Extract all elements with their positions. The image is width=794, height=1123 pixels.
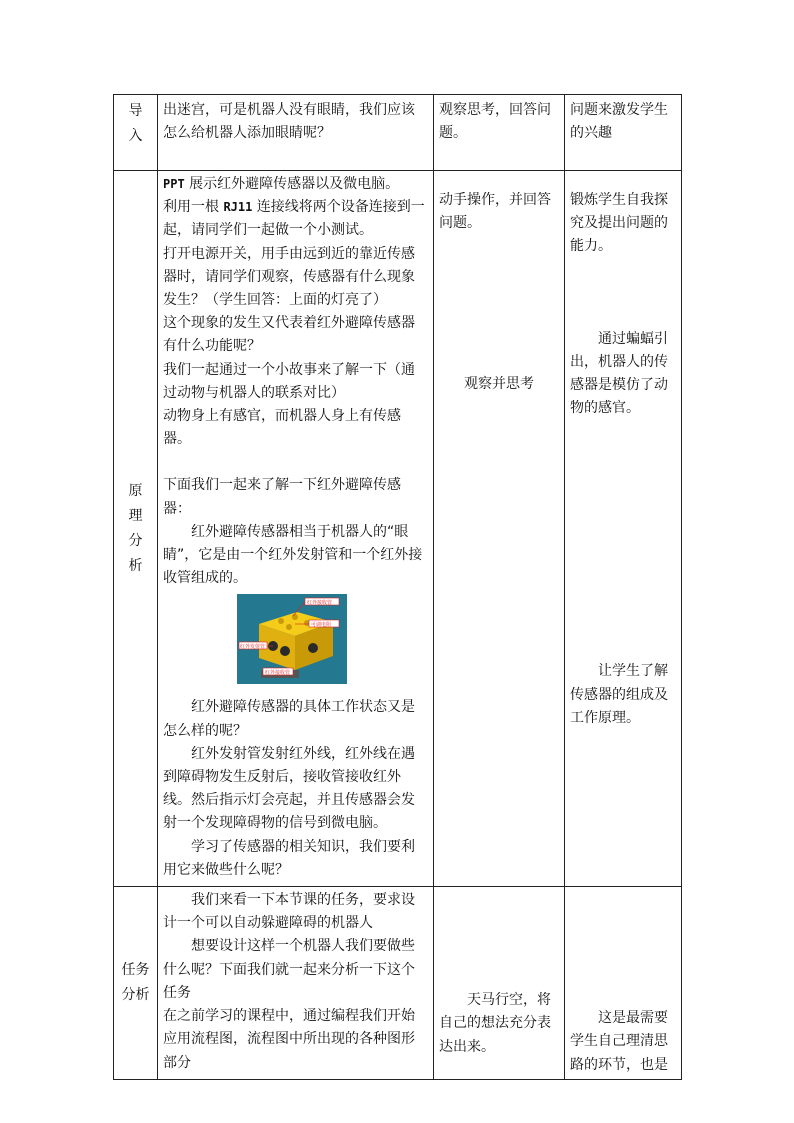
student-activity-text: 动手操作，并回答问题。 — [439, 192, 551, 232]
student-activity-cell — [434, 95, 565, 171]
content-text: 想要设计这样一个机器人我们要做些什么呢？下面我们就一起来分析一下这个任务 — [163, 938, 415, 1001]
design-intent-text: 这是最需要学生自己理清思路的环节，也是 — [570, 1010, 668, 1073]
stage-label: 任务分析 — [121, 961, 150, 1003]
figure-label: 红外接收管 — [307, 600, 333, 607]
figure-label: 红外发射管 — [240, 644, 266, 651]
student-activity-text: 观察思考，回答问题。 — [439, 102, 551, 142]
content-text: 红外避障传感器相当于机器人的“眼睛”，它是由一个红外发射管和一个红外接收管组成的。 — [163, 523, 423, 587]
student-activity-cell — [434, 171, 565, 887]
lesson-plan-table — [113, 94, 682, 1080]
content-text: 红外避障传感器的具体工作状态又是怎么样的呢？ — [163, 699, 415, 739]
table-row — [114, 171, 682, 887]
blank-space — [570, 420, 676, 660]
student-activity-cell — [434, 887, 565, 1080]
rj11-label: RJ11 — [223, 200, 253, 215]
content-text: 打开电源开关，用手由远到近的靠近传感器时，请同学们观察，传感器有什么现象发生？（学生回答：上面的灯亮了） — [163, 245, 415, 309]
student-activity-text: 天马行空，将自己的想法充分表达出来。 — [439, 992, 551, 1055]
stage-cell — [114, 95, 158, 171]
student-activity-text: 观察并思考 — [464, 376, 534, 393]
content-text: 红外发射管发射红外线，红外线在遇到障碍物发生反射后，接收管接收红外线。然后指示灯会亮起，并且传感器会发射一个发现障碍物的信号到微电脑。 — [163, 745, 415, 832]
stage-label: 原理分析 — [128, 482, 143, 574]
design-intent-text: 让学生了解传感器的组成及工作原理。 — [570, 663, 668, 726]
stage-cell — [114, 171, 158, 887]
content-text: 这个现象的发生又代表着红外避障传感器有什么功能呢？ — [163, 315, 415, 355]
content-cell — [158, 887, 434, 1080]
content-text-part: 连接线将两个设备连接到一起，请同学们一起做一个小测试。 — [163, 199, 425, 239]
content-text — [163, 196, 428, 242]
content-text: 动物身上有感官，而机器人身上有传感器。 — [163, 408, 401, 448]
stage-cell — [114, 887, 158, 1080]
content-text-part: 利用一根 — [163, 199, 224, 216]
table-row — [114, 887, 682, 1080]
stage-label: 导入 — [128, 103, 143, 144]
table-row — [114, 95, 682, 171]
design-intent-text: 问题来激发学生的兴趣 — [570, 102, 668, 142]
blank-space — [439, 235, 559, 373]
content-text: 下面我们一起来了解一下红外避障传感器： — [163, 477, 401, 517]
design-intent-cell — [565, 95, 682, 171]
design-intent-text: 锻炼学生自我探究及提出问题的能力。 — [570, 192, 668, 255]
figure-label: 红外接收管 — [265, 670, 291, 677]
sensor-illustration — [237, 594, 347, 684]
design-intent-text: 通过蝙蝠引出，机器人的传感器是模仿了动物的感官。 — [570, 330, 668, 417]
content-cell — [158, 171, 434, 887]
content-text: 出迷宫，可是机器人没有眼睛，我们应该怎么给机器人添加眼睛呢？ — [163, 102, 415, 142]
content-text — [163, 173, 428, 196]
blank-line — [163, 451, 428, 474]
content-text: 我们来看一下本节课的任务，要求设计一个可以自动躲避障碍的机器人 — [163, 892, 415, 932]
content-text-part: 展示红外避障传感器以及微电脑。 — [189, 176, 400, 192]
content-cell — [158, 95, 434, 171]
blank-space — [570, 259, 676, 328]
ppt-label: PPT — [163, 177, 185, 191]
figure-label: 可调电阻 — [311, 622, 332, 629]
sensor-photo — [237, 594, 347, 684]
content-text: 在之前学习的课程中，通过编程我们开始应用流程图，流程图中所出现的各种图形部分 — [163, 1008, 415, 1071]
content-text: 我们一起通过一个小故事来了解一下（通过动物与机器人的联系对比） — [163, 361, 415, 401]
content-text: 学习了传感器的相关知识，我们要利用它来做些什么呢？ — [163, 838, 415, 878]
design-intent-cell — [565, 887, 682, 1080]
design-intent-cell — [565, 171, 682, 887]
